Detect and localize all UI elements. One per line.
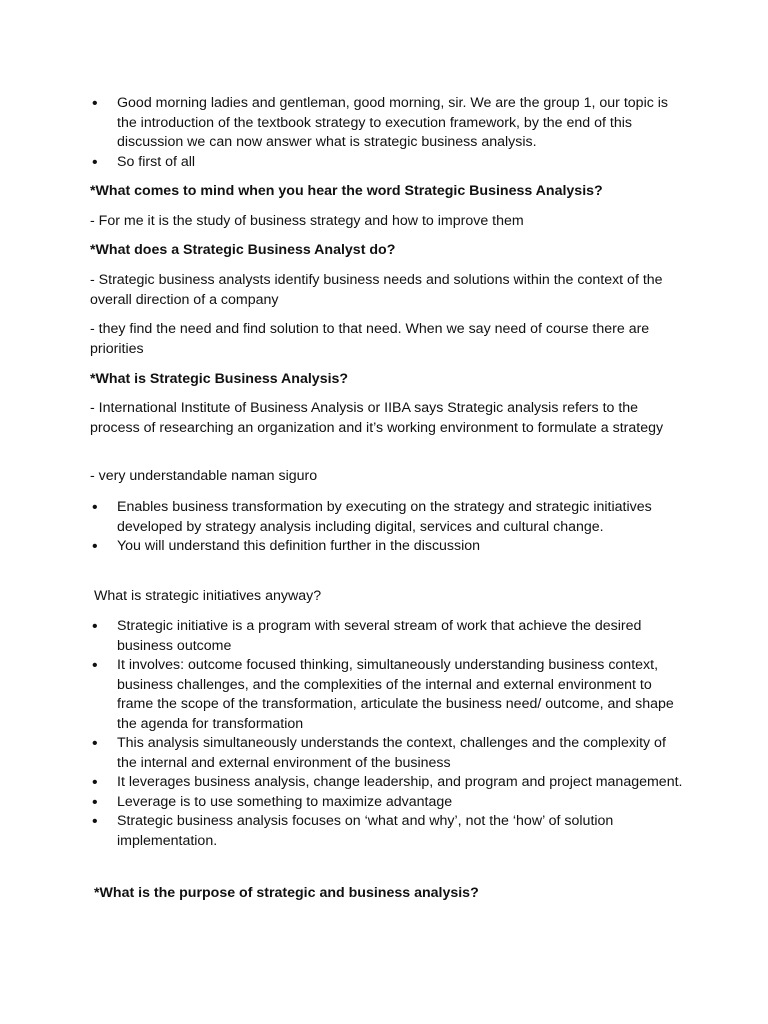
question-heading-4: What is strategic initiatives anyway?	[94, 588, 322, 604]
list-item: • Leverage is to use something to maximize advantage	[90, 793, 686, 813]
list-item: • So first of all	[90, 153, 686, 173]
list-item: • Strategic initiative is a program with several stream of work that achieve the desired business outcome	[90, 617, 686, 656]
list-item: • Strategic business analysis focuses on ‘what and why’, not the ‘how’ of solution implementation.	[90, 812, 686, 851]
answer-paragraph-1: - For me it is the study of business strategy and how to improve them	[90, 213, 524, 229]
answer-paragraph-2a: - Strategic business analysts identify business needs and solutions within the context of the overall direction of a company	[90, 272, 663, 308]
list-item: • You will understand this definition further in the discussion	[90, 537, 686, 557]
initiatives-bullet-list	[90, 617, 686, 851]
question-heading-3: *What is Strategic Business Analysis?	[90, 371, 349, 387]
question-heading-5: *What is the purpose of strategic and business analysis?	[94, 885, 479, 901]
list-item: • Good morning ladies and gentleman, good morning, sir. We are the group 1, our topic is the introduction of the textbook strategy to execution framework, by the end of this discussion we can now answer what is strategic business analysis.	[90, 94, 686, 153]
answer-paragraph-2b: - they find the need and find solution to that need. When we say need of course there are priorities	[90, 321, 650, 357]
list-item: • This analysis simultaneously understands the context, challenges and the complexity of the internal and external environment of the business	[90, 734, 686, 773]
list-item: • It involves: outcome focused thinking, simultaneously understanding business context, business challenges, and the complexities of the internal and external environment to frame the scope of the transformation, articulate the business need/ outcome, and shape the agenda for transformation	[90, 656, 686, 734]
intro-bullet-list	[90, 94, 686, 172]
question-heading-2: *What does a Strategic Business Analyst do?	[90, 242, 396, 258]
answer-paragraph-3b: - very understandable naman siguro	[90, 468, 318, 484]
question-heading-1: *What comes to mind when you hear the word Strategic Business Analysis?	[90, 183, 603, 199]
list-item: • It leverages business analysis, change leadership, and program and project management.	[90, 773, 686, 793]
answer-paragraph-3a: - International Institute of Business Analysis or IIBA says Strategic analysis refers to the process of researching an organization and it’s working environment to formulate a strategy	[90, 400, 664, 436]
list-item: • Enables business transformation by executing on the strategy and strategic initiatives developed by strategy analysis including digital, services and cultural change.	[90, 498, 686, 537]
definition-bullet-list	[90, 498, 686, 557]
